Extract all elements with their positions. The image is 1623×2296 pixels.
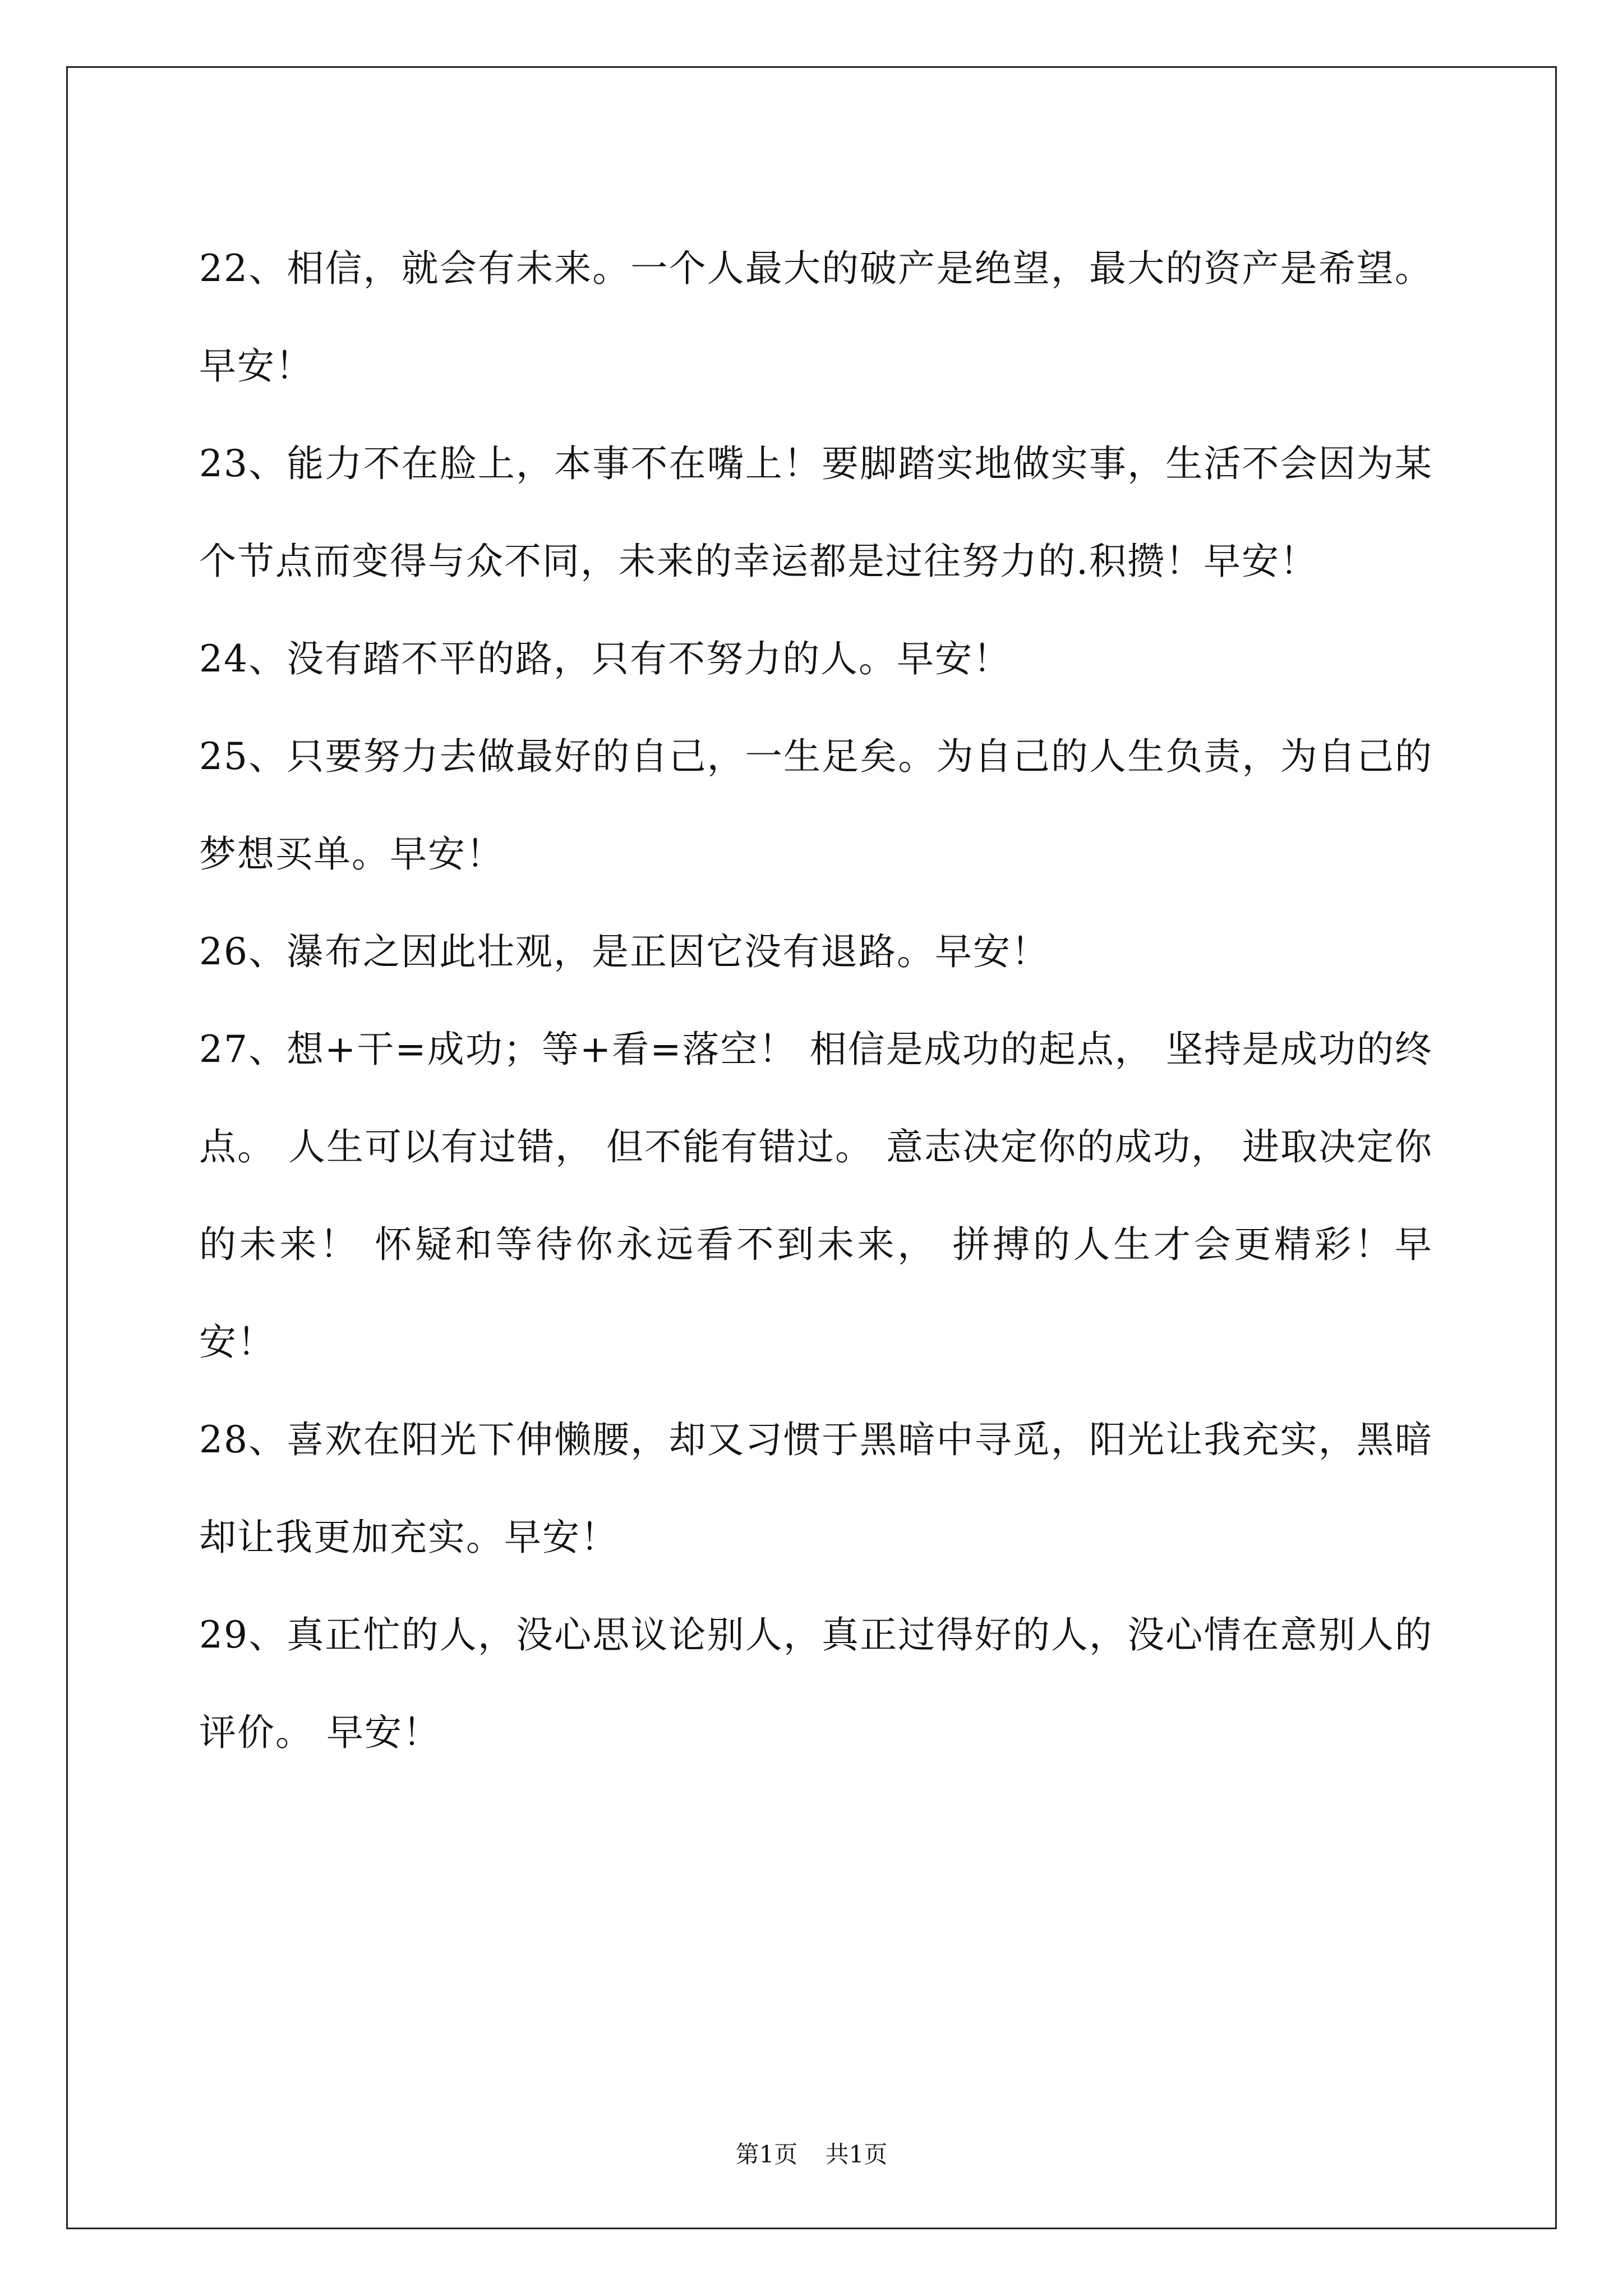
entry-23: 23、能力不在脸上，本事不在嘴上！要脚踏实地做实事，生活不会因为某个节点而变得与众不同，未来的幸运都是过往努力的.积攒！早安！ [199,442,1433,583]
entry-25: 25、只要努力去做最好的自己，一生足矣。为自己的人生负责，为自己的梦想买单。早安！ [199,735,1433,876]
document-body [199,220,1433,1782]
entry-27: 27、想+干=成功；等+看=落空！ 相信是成功的起点， 坚持是成功的终点。 人生可以有过错， 但不能有错过。 意志决定你的成功， 进取决定你的未来！ 怀疑和等待你永远看不到未来， 拼搏的人生才会更精彩！早安！ [199,1028,1433,1364]
page-footer [0,2136,1623,2170]
entry-22: 22、相信，就会有未来。一个人最大的破产是绝望，最大的资产是希望。早安！ [199,247,1433,388]
entry-24: 24、没有踏不平的路，只有不努力的人。早安！ [199,637,1011,680]
entry-28: 28、喜欢在阳光下伸懒腰，却又习惯于黑暗中寻觅，阳光让我充实，黑暗却让我更加充实。早安！ [199,1418,1433,1559]
page-total: 共1页 [825,2141,888,2168]
entry-26: 26、瀑布之因此壮观，是正因它没有退路。早安！ [199,930,1049,973]
entry-29: 29、真正忙的人，没心思议论别人，真正过得好的人，没心情在意别人的评价。 早安！ [199,1613,1433,1754]
page-number: 第1页 [735,2141,798,2168]
